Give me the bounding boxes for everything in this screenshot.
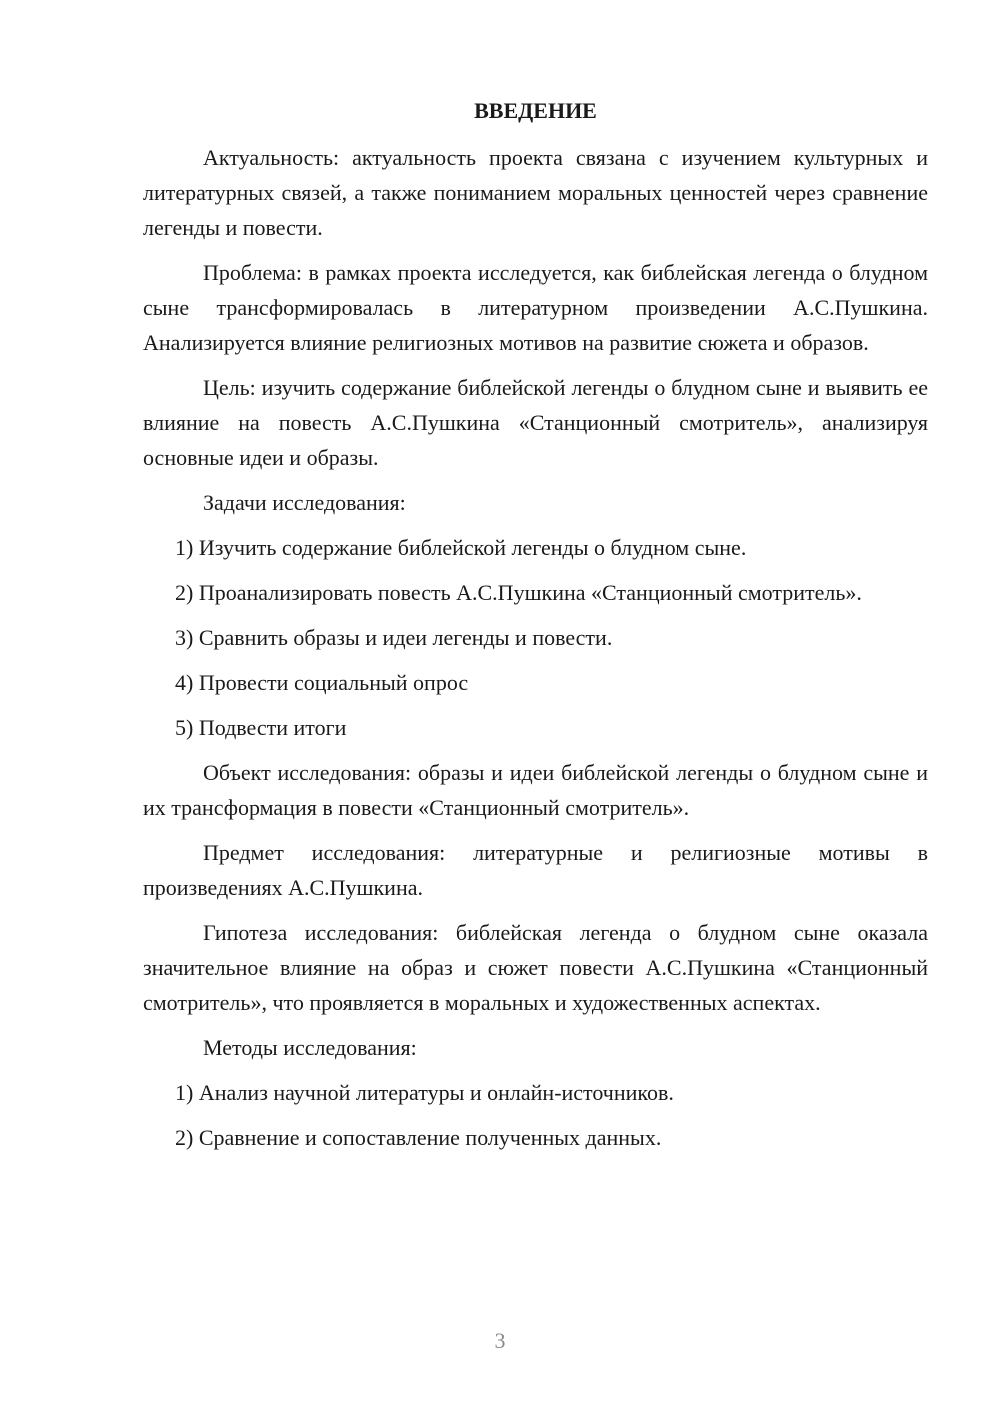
task-item-4: 4) Провести социальный опрос: [175, 670, 469, 695]
problem-paragraph: Проблема: в рамках проекта исследуется, как библейская легенда о блудном сыне трансформировалась в литературном произведении А.С.Пушкина. Анализируется влияние религиозных мотивов на развитие сюжета и образов.: [143, 260, 928, 355]
method-item-2: 2) Сравнение и сопоставление полученных данных.: [175, 1125, 662, 1150]
tasks-heading: Задачи исследования:: [203, 490, 406, 515]
methods-heading: Методы исследования:: [203, 1035, 417, 1060]
task-item-3: 3) Сравнить образы и идеи легенды и повести.: [175, 625, 613, 650]
hypothesis-paragraph: Гипотеза исследования: библейская легенда о блудном сыне оказала значительное влияние на образ и сюжет повести А.С.Пушкина «Станционный смотритель», что проявляется в моральных и художественных аспектах.: [143, 920, 928, 1015]
goal-paragraph: Цель: изучить содержание библейской легенды о блудном сыне и выявить ее влияние на повесть А.С.Пушкина «Станционный смотритель», анализируя основные идеи и образы.: [143, 375, 928, 470]
task-item-5: 5) Подвести итоги: [175, 715, 347, 740]
relevance-paragraph: Актуальность: актуальность проекта связана с изучением культурных и литературных связей, а также пониманием моральных ценностей через сравнение легенды и повести.: [143, 145, 928, 240]
subject-paragraph: Предмет исследования: литературные и религиозные мотивы в произведениях А.С.Пушкина.: [143, 840, 928, 900]
section-title: ВВЕДЕНИЕ: [474, 98, 597, 123]
object-paragraph: Объект исследования: образы и идеи библейской легенды о блудном сыне и их трансформация в повести «Станционный смотритель».: [143, 760, 928, 820]
document-page: [143, 93, 928, 1165]
page-number: 3: [494, 1328, 506, 1353]
task-item-2: 2) Проанализировать повесть А.С.Пушкина «Станционный смотритель».: [175, 580, 862, 605]
task-item-1: 1) Изучить содержание библейской легенды о блудном сыне.: [175, 535, 747, 560]
method-item-1: 1) Анализ научной литературы и онлайн-источников.: [175, 1080, 674, 1105]
